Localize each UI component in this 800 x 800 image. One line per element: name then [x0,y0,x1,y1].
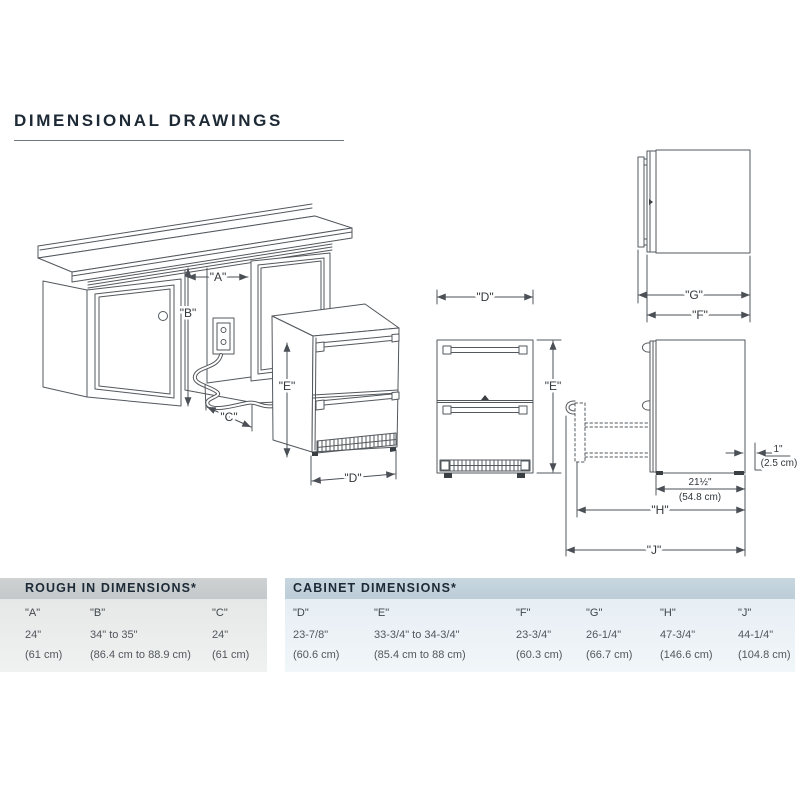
value-inches: 23-7/8" [293,629,329,641]
value-cm: (60.6 cm) [293,649,340,661]
dim-label-f: "F" [692,308,708,322]
value-cm: (61 cm) [212,649,250,661]
dim-label-c: "C" [220,410,238,424]
rough-in-dimensions-table [0,578,267,672]
value-cm: (86.4 cm to 88.9 cm) [90,649,191,661]
value-cm: (66.7 cm) [586,649,633,661]
dim-label-g: "G" [685,288,703,302]
rear-clearance-inches: 1" [773,444,783,455]
cabinet-column-g [586,599,660,672]
column-label: "D" [293,607,309,619]
value-inches: 33-3/4" to 34-3/4" [374,629,460,641]
value-inches: 26-1/4" [586,629,622,641]
cabinet-column-j [738,599,795,672]
column-label: "H" [660,607,676,619]
column-label: "A" [25,607,41,619]
value-cm: (104.8 cm) [738,649,791,661]
value-inches: 23-3/4" [516,629,552,641]
cabinet-column-h [660,599,738,672]
rough-in-column-c [212,599,267,672]
dim-label-d-iso: "D" [344,471,362,485]
front-view-drawing [437,340,533,478]
cabinet-column-d [293,599,374,672]
cabinet-column-f [516,599,586,672]
column-label: "F" [516,607,531,619]
dimensional-drawings-figure [0,140,800,570]
isometric-counter-scene [38,204,399,456]
rough-in-column-b [90,599,212,672]
plan-view-drawing [638,150,750,253]
cabinet-column-e [374,599,516,672]
value-inches: 47-3/4" [660,629,696,641]
value-inches: 24" [212,629,229,641]
dim-label-d-front: "D" [476,290,494,304]
column-label: "E" [374,607,390,619]
dim-label-e-front: "E" [544,379,562,393]
dim-label-b: "B" [179,306,197,320]
cabinet-table-title: CABINET DIMENSIONS* [285,578,795,599]
value-inches: 34" to 35" [90,629,138,641]
value-cm: (146.6 cm) [660,649,713,661]
value-cm: (60.3 cm) [516,649,563,661]
extended-drawer-outline [575,403,650,462]
dim-label-j: "J" [646,543,662,557]
column-label: "J" [738,607,752,619]
value-cm: (85.4 cm to 88 cm) [374,649,466,661]
column-label: "C" [212,607,228,619]
value-inches: 44-1/4" [738,629,774,641]
dim-label-a: "A" [209,270,227,284]
rear-clearance-cm: (2.5 cm) [760,458,798,469]
rough-in-table-title: ROUGH IN DIMENSIONS* [0,578,267,599]
value-inches: 24" [25,629,42,641]
electrical-outlet-icon [213,318,234,354]
column-label: "G" [586,607,603,619]
case-depth-inches: 21½" [688,477,712,488]
column-label: "B" [90,607,106,619]
cabinet-dimensions-table [285,578,795,672]
case-depth-cm: (54.8 cm) [678,492,722,503]
rough-in-column-a [25,599,90,672]
page-title: DIMENSIONAL DRAWINGS [14,111,283,130]
value-cm: (61 cm) [25,649,63,661]
side-view-drawing [566,340,762,475]
dim-label-h: "H" [651,503,669,517]
dim-label-e-iso: "E" [278,379,296,393]
